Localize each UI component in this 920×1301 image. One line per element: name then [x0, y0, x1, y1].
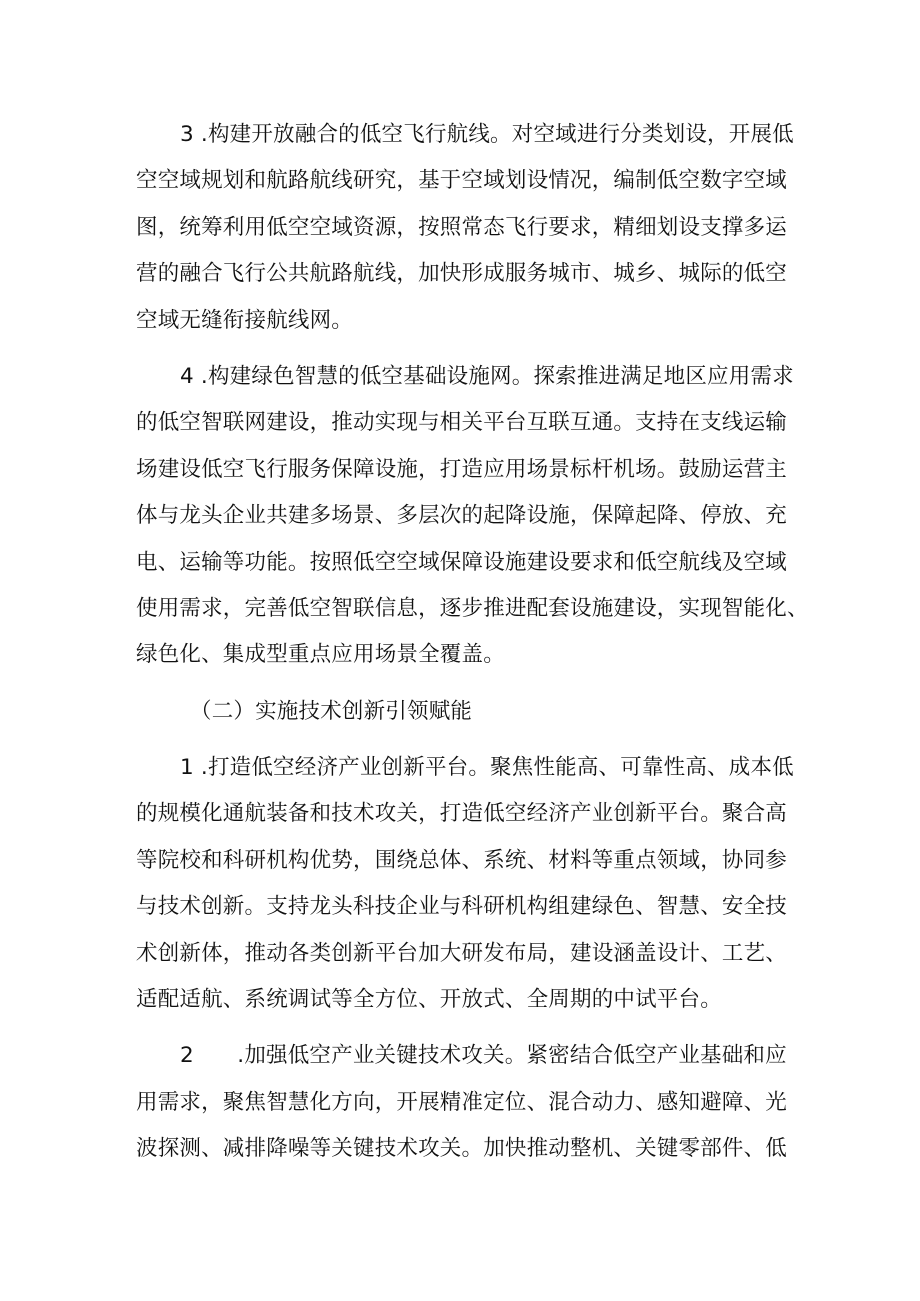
- section-heading-tech-innovation: [136, 689, 786, 735]
- paragraph-line: 4 .构建绿色智慧的低空基础设施网。探索推进满足地区应用需求: [180, 363, 794, 389]
- paragraph-line: 适配适航、系统调试等全方位、开放式、全周期的中试平台。: [136, 987, 722, 1013]
- paragraph-line: 术创新体，推动各类创新平台加大研发布局，建设涵盖设计、工艺、: [136, 940, 788, 966]
- paragraph-line: 的规模化通航装备和技术攻关，打造低空经济产业创新平台。聚合高: [136, 801, 788, 827]
- paragraph-line: 3 .构建开放融合的低空飞行航线。对空域进行分类划设，开展低: [180, 122, 794, 147]
- paragraph-2-key-technologies: [136, 1033, 786, 1172]
- document-body: [136, 112, 809, 1173]
- paragraph-line: 电、运输等功能。按照低空空域保障设施建设要求和低空航线及空域: [136, 549, 788, 575]
- paragraph-line: 等院校和科研机构优势，围绕总体、系统、材料等重点领域，协同参: [136, 847, 788, 873]
- paragraph-line: 营的融合飞行公共航路航线，加快形成服务城市、城乡、城际的低空: [136, 261, 788, 287]
- paragraph-line: 空空域规划和航路航线研究，基于空域划设情况，编制低空数字空域: [136, 168, 788, 194]
- paragraph-spacer: [136, 735, 786, 745]
- paragraph-line: 的低空智联网建设，推动实现与相关平台互联互通。支持在支线运输: [136, 410, 788, 436]
- paragraph-4-infrastructure: [136, 354, 809, 679]
- paragraph-1-innovation-platform: [136, 745, 794, 1023]
- paragraph-line: 场建设低空飞行服务保障设施，打造应用场景标杆机场。鼓励运营主: [136, 456, 788, 482]
- paragraph-line: 绿色化、集成型重点应用场景全覆盖。: [136, 642, 505, 668]
- paragraph-3-airspace-routes: [136, 112, 794, 344]
- paragraph-line: 1 .打造低空经济产业创新平台。聚焦性能高、可靠性高、成本低: [180, 755, 794, 781]
- paragraph-spacer: [136, 344, 786, 354]
- paragraph-line: 用需求，聚焦智慧化方向，开展精准定位、混合动力、感知避障、光: [136, 1089, 788, 1115]
- paragraph-line: 使用需求，完善低空智联信息，逐步推进配套设施建设，实现智能化、: [136, 595, 809, 621]
- paragraph-spacer: [136, 679, 786, 689]
- paragraph-spacer: [136, 1023, 786, 1033]
- paragraph-line: 与技术创新。支持龙头科技企业与科研机构组建绿色、智慧、安全技: [136, 894, 788, 920]
- paragraph-line: 空域无缝衔接航线网。: [136, 307, 354, 333]
- paragraph-line: 波探测、减排降噪等关键技术攻关。加快推动整机、关键零部件、低: [136, 1136, 788, 1162]
- section-heading: （二）实施技术创新引领赋能: [190, 698, 473, 724]
- paragraph-line: 图，统筹利用低空空域资源，按照常态飞行要求，精细划设支撑多运: [136, 214, 788, 240]
- paragraph-line: 2 .加强低空产业关键技术攻关。紧密结合低空产业基础和应: [180, 1043, 787, 1069]
- paragraph-line: 体与龙头企业共建多场景、多层次的起降设施，保障起降、停放、充: [136, 503, 788, 529]
